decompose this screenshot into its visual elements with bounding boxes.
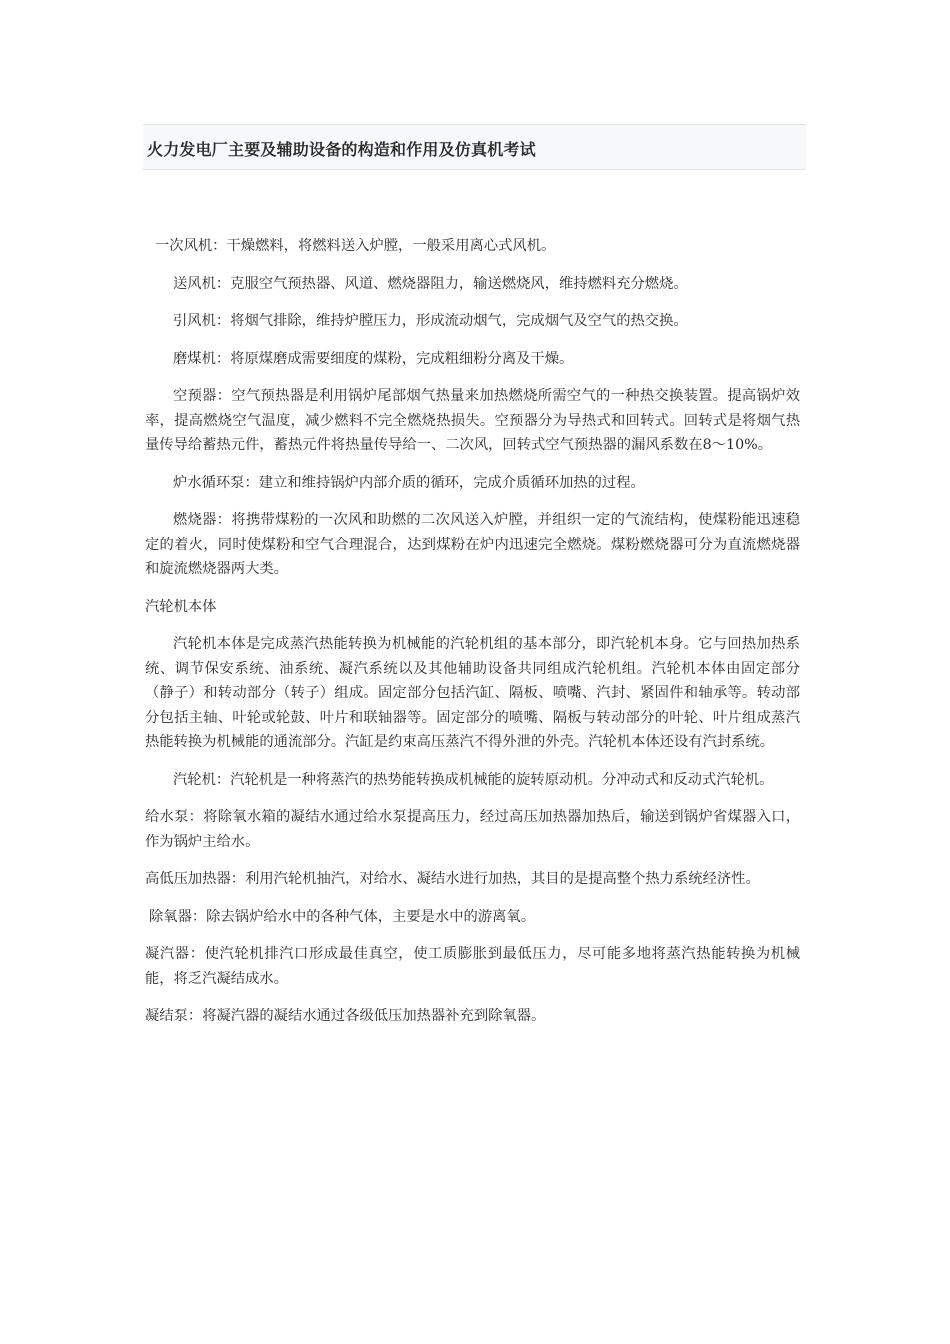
article-body — [145, 234, 800, 1042]
paragraph-air-preheater: 空预器：空气预热器是利用锅炉尾部烟气热量来加热燃烧所需空气的一种热交换装置。提高锅炉效率，提高燃烧空气温度，减少燃料不完全燃烧热损失。空预器分为导热式和回转式。回转式是将烟气热量传导给蓄热元件，蓄热元件将热量传导给一、二次风，回转式空气预热器的漏风系数在8～10%。 — [145, 388, 800, 453]
paragraph-condensate-pump: 凝结泵：将凝汽器的凝结水通过各级低压加热器补充到除氧器。 — [145, 1008, 546, 1024]
paragraph-primary-fan: 一次风机：干燥燃料，将燃料送入炉膛，一般采用离心式风机。 — [155, 238, 556, 254]
paragraph-burner: 燃烧器：将携带煤粉的一次风和助燃的二次风送入炉膛，并组织一定的气流结构，使煤粉能迅速稳定的着火，同时使煤粉和空气合理混合，达到煤粉在炉内迅速完全燃烧。煤粉燃烧器可分为直流燃烧器和旋流燃烧器两大类。 — [145, 512, 800, 577]
page-title: 火力发电厂主要及辅助设备的构造和作用及仿真机考试 — [147, 140, 536, 159]
paragraph-heaters: 高低压加热器：利用汽轮机抽汽，对给水、凝结水进行加热，其目的是提高整个热力系统经济性。 — [145, 871, 760, 887]
section-heading-turbine-body: 汽轮机本体 — [145, 598, 217, 615]
paragraph-condenser: 凝汽器：使汽轮机排汽口形成最佳真空，使工质膨胀到最低压力，尽可能多地将蒸汽热能转换为机械能，将乏汽凝结成水。 — [145, 946, 800, 987]
paragraph-feed-pump: 给水泵：将除氧水箱的凝结水通过给水泵提高压力，经过高压加热器加热后，输送到锅炉省煤器入口，作为锅炉主给水。 — [145, 809, 800, 850]
paragraph-induced-draft-fan: 引风机：将烟气排除，维持炉膛压力，形成流动烟气，完成烟气及空气的热交换。 — [173, 313, 688, 329]
paragraph-boiler-circulation-pump: 炉水循环泵：建立和维持锅炉内部介质的循环，完成介质循环加热的过程。 — [173, 474, 645, 491]
paragraph-forced-draft-fan: 送风机：克服空气预热器、风道、燃烧器阻力，输送燃烧风，维持燃料充分燃烧。 — [173, 275, 688, 292]
title-bar — [143, 124, 806, 170]
paragraph-deaerator: 除氧器：除去锅炉给水中的各种气体，主要是水中的游离氧。 — [149, 908, 536, 925]
paragraph-turbine: 汽轮机：汽轮机是一种将蒸汽的热势能转换成机械能的旋转原动机。分冲动式和反动式汽轮机。 — [173, 771, 774, 788]
paragraph-turbine-body: 汽轮机本体是完成蒸汽热能转换为机械能的汽轮机组的基本部分，即汽轮机本身。它与回热加热系统、调节保安系统、油系统、凝汽系统以及其他辅助设备共同组成汽轮机组。汽轮机本体由固定部分（静子）和转动部分（转子）组成。固定部分包括汽缸、隔板、喷嘴、汽封、紧固件和轴承等。转动部分包括主轴、叶轮或轮鼓、叶片和联轴器等。固定部分的喷嘴、隔板与转动部分的叶轮、叶片组成蒸汽热能转换为机械能的通流部分。汽缸是约束高压蒸汽不得外泄的外壳。汽轮机本体还设有汽封系统。 — [145, 636, 800, 750]
paragraph-coal-mill: 磨煤机：将原煤磨成需要细度的煤粉，完成粗细粉分离及干燥。 — [173, 350, 574, 367]
